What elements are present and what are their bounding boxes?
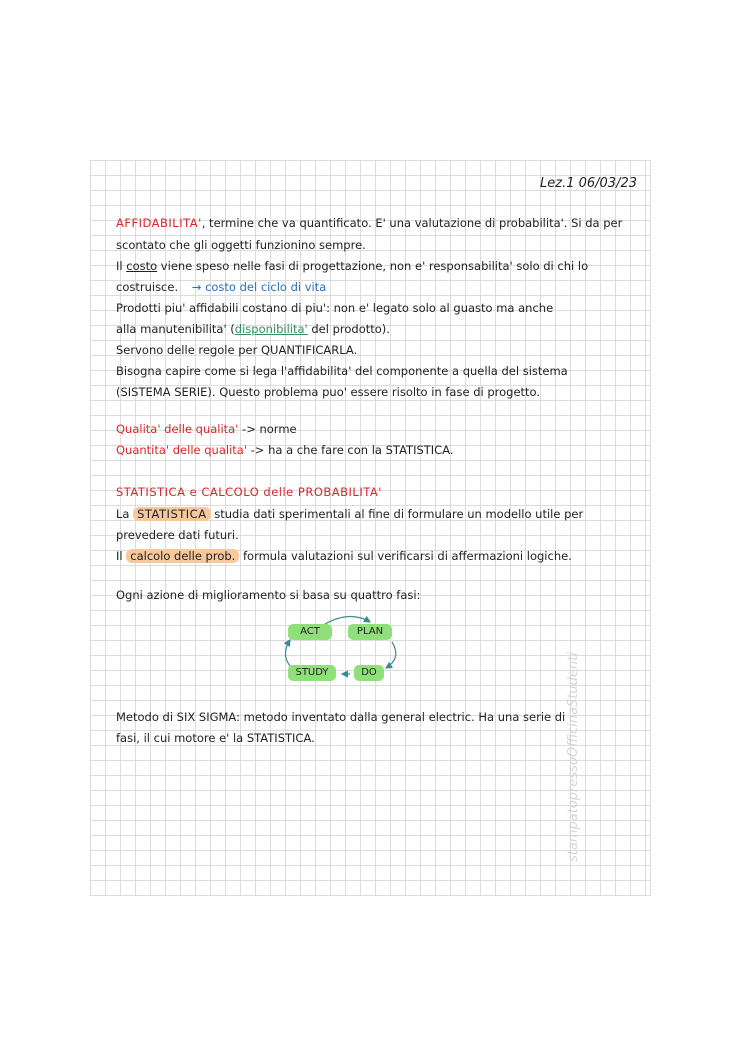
- costo-word: costo: [126, 259, 158, 273]
- watermark: stampatopressoOfficinaStudenti: [566, 652, 581, 862]
- statistica-line-1: La STATISTICA studia dati sperimentali al fine di formulare un modello utile per: [116, 507, 584, 521]
- qualita-line-2: Quantita' delle qualita' -> ha a che fare con la STATISTICA.: [116, 443, 454, 457]
- statistica-line-3: Il calcolo delle prob. formula valutazioni sul verificarsi di affermazioni logiche.: [116, 549, 572, 563]
- costo-ciclo-vita-note: → costo del ciclo di vita: [191, 280, 327, 294]
- affidabilita-line-6: alla manutenibilita' (disponibilita' del prodotto).: [116, 322, 390, 336]
- pdca-study: STUDY: [288, 665, 336, 681]
- pdca-intro: Ogni azione di miglioramento si basa su quattro fasi:: [116, 588, 421, 602]
- statistica-title: STATISTICA e CALCOLO delle PROBABILITA': [116, 485, 382, 499]
- affidabilita-line-8: Bisogna capire come si lega l'affidabilita' del componente a quella del sistema: [116, 364, 568, 378]
- affidabilita-line-1: AFFIDABILITA', termine che va quantificato. E' una valutazione di probabilita'. Si da per: [116, 216, 623, 230]
- affidabilita-line-5: Prodotti piu' affidabili costano di piu': non e' legato solo al guasto ma anche: [116, 301, 554, 315]
- statistica-line-2: prevedere dati futuri.: [116, 528, 239, 542]
- lecture-date: Lez.1 06/03/23: [540, 176, 637, 191]
- six-sigma-line-2: fasi, il cui motore e' la STATISTICA.: [116, 731, 315, 745]
- statistica-highlight: STATISTICA: [133, 507, 210, 521]
- affidabilita-line-9: (SISTEMA SERIE). Questo problema puo' essere risolto in fase di progetto.: [116, 385, 541, 399]
- pdca-act: ACT: [288, 624, 332, 640]
- calcolo-prob-highlight: calcolo delle prob.: [126, 549, 239, 563]
- affidabilita-line-4: costruisce. → costo del ciclo di vita: [116, 280, 327, 294]
- disponibilita-word: disponibilita': [234, 322, 308, 336]
- affidabilita-line-2: scontato che gli oggetti funzionino sempre.: [116, 238, 366, 252]
- pdca-plan: PLAN: [348, 624, 392, 640]
- six-sigma-line-1: Metodo di SIX SIGMA: metodo inventato dalla general electric. Ha una serie di: [116, 710, 566, 724]
- pdca-do: DO: [354, 665, 384, 681]
- affidabilita-title: AFFIDABILITA': [116, 216, 202, 230]
- affidabilita-line-7: Servono delle regole per QUANTIFICARLA.: [116, 343, 358, 357]
- affidabilita-line-3: Il costo viene speso nelle fasi di progettazione, non e' responsabilita' solo di chi lo: [116, 259, 589, 273]
- qualita-line-1: Qualita' delle qualita' -> norme: [116, 422, 297, 436]
